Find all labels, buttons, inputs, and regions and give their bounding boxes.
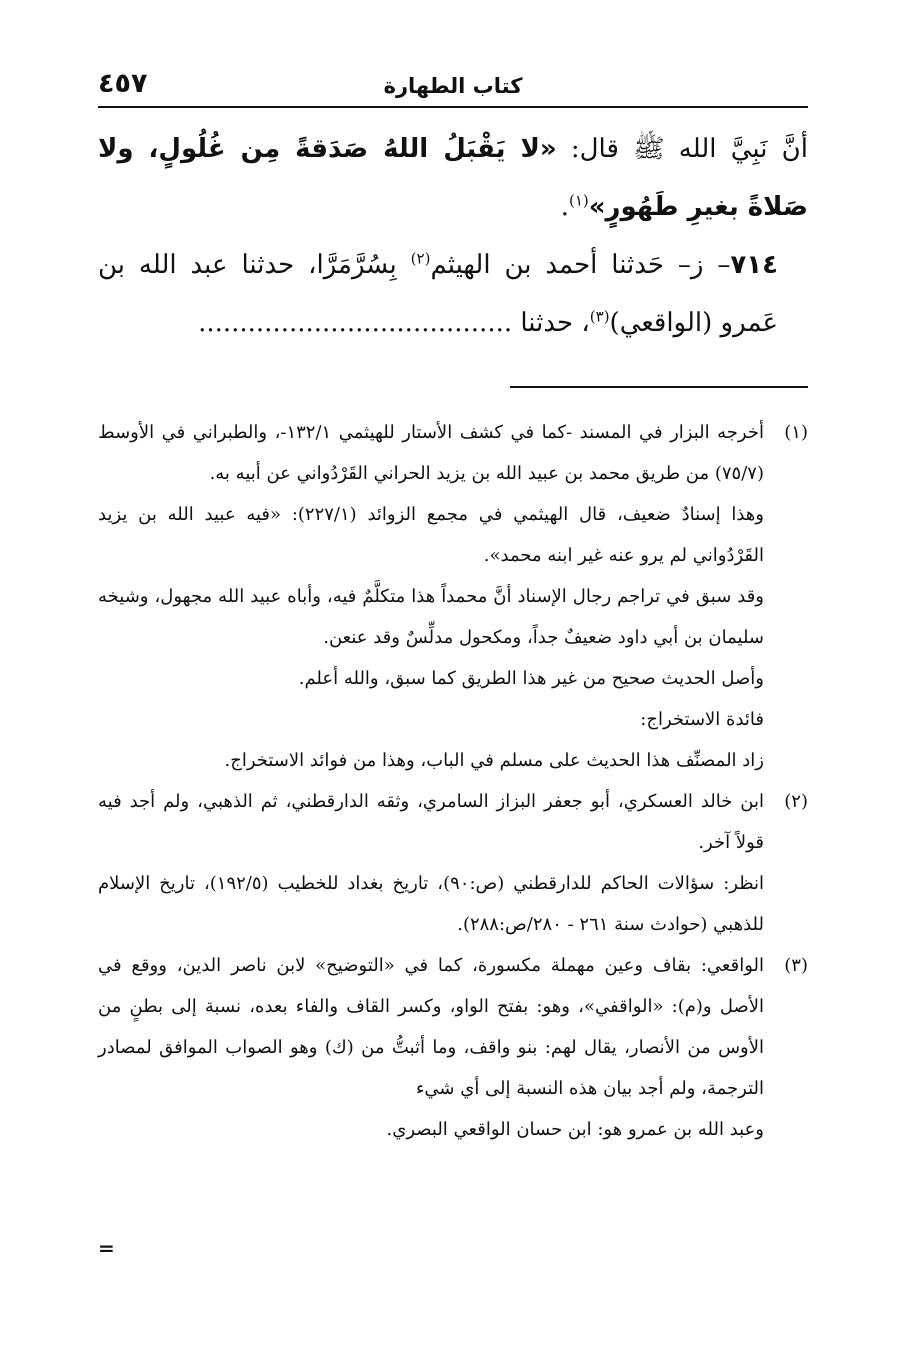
hadith-quote: «لا يَقْبَلُ اللهُ صَدَقةً مِن غُلُولٍ، ولا صَلاةً بغيرِ طَهُورٍ» (98, 134, 808, 222)
page-header (98, 62, 808, 108)
footnote-number: (٢) (784, 791, 808, 812)
footnote-paragraph: وقد سبق في تراجم رجال الإسناد أنَّ محمداً هذا متكلَّمٌ فيه، وأباه عبيد الله مجهول، وشيخه سليمان بن أبي داود ضعيفٌ جداً، ومكحول مدلِّسٌ وقد عنعن. (98, 586, 764, 648)
footnote-paragraph: أخرجه البزار في المسند -كما في كشف الأستار للهيثمي ١٣٢/١-، والطبراني في الأوسط (٧٥/٧) من طريق محمد بن عبيد الله بن يزيد الحراني القَرْدُواني عن أبيه به. (98, 422, 764, 484)
footnote-body (98, 945, 764, 1150)
hadith-number: ٧١٤ (730, 250, 778, 280)
footnote-number: (١) (784, 422, 808, 443)
footnote-ref-1: (١) (568, 191, 589, 210)
footnote-paragraph: فائدة الاستخراج: (640, 709, 764, 730)
main-text (98, 120, 808, 352)
footnote-paragraph: انظر: سؤالات الحاكم للدارقطني (ص:٩٠)، تاريخ بغداد للخطيب (١٩٢/٥)، تاريخ الإسلام للذهبي (حوادث سنة ٢٦١ - ٢٨٠/ص:٢٨٨). (98, 873, 764, 935)
footnote-ref-3: (٣) (589, 307, 610, 326)
running-title: كتاب الطهارة (383, 74, 523, 98)
page-end-mark: = (98, 1236, 115, 1260)
main-paragraph-1 (98, 120, 808, 236)
hadith-suffix: . (560, 192, 569, 222)
footnote-paragraph: وأصل الحديث صحيح من غير هذا الطريق كما سبق، والله أعلم. (298, 668, 764, 689)
footnote-body (98, 781, 764, 945)
footnote-1 (98, 412, 808, 781)
footnote-paragraph: ابن خالد العسكري، أبو جعفر البزاز السامري، وثقه الدارقطني، ثم الذهبي، ولم أجد فيه قولاً آخر. (98, 791, 764, 853)
footnote-paragraph: زاد المصنِّف هذا الحديث على مسلم في الباب، وهذا من فوائد الاستخراج. (224, 750, 764, 771)
footnote-paragraph: وهذا إسنادٌ ضعيف، قال الهيثمي في مجمع الزوائد (٢٢٧/١): «فيه عبيد الله بن يزيد القَرْدُواني لم يرو عنه غير ابنه محمد». (98, 504, 764, 566)
footnote-paragraph: وعبد الله بن عمرو هو: ابن حسان الواقعي البصري. (386, 1119, 764, 1140)
isnad-part-1: – ز– حَدثنا أحمد بن الهيثم (430, 250, 731, 280)
isnad-part-2: بِسُرَّمَرَّا، حدثنا عبد الله بن عَمرو (الواقعي) (98, 250, 778, 338)
footnote-3 (98, 945, 808, 1150)
footnote-ref-2: (٢) (410, 249, 431, 268)
footnote-body (98, 412, 764, 781)
footnotes (98, 412, 808, 1150)
footnote-2 (98, 781, 808, 945)
main-paragraph-2 (98, 236, 808, 352)
footnote-number: (٣) (784, 955, 808, 976)
isnad-part-3: ، حدثنا ...................................... (198, 308, 590, 338)
page-number: ٤٥٧ (98, 68, 148, 99)
footnote-paragraph: الواقعي: بقاف وعين مهملة مكسورة، كما في «التوضيح» لابن ناصر الدين، ووقع في الأصل و(م): «الواقفي»، وهو: بفتح الواو، وكسر القاف والفاء بعده، نسبة إلى بطنٍ من الأوس من الأنصار، يقال لهم: بنو واقف، وما أثبتُّ من (ك) وهو الصواب الموافق لمصادر الترجمة، ولم أجد بيان هذه النسبة إلى أي شيء (98, 955, 764, 1099)
hadith-prefix: أنَّ نَبِيَّ الله ﷺ قال: (556, 134, 808, 164)
footnote-separator (510, 386, 808, 388)
